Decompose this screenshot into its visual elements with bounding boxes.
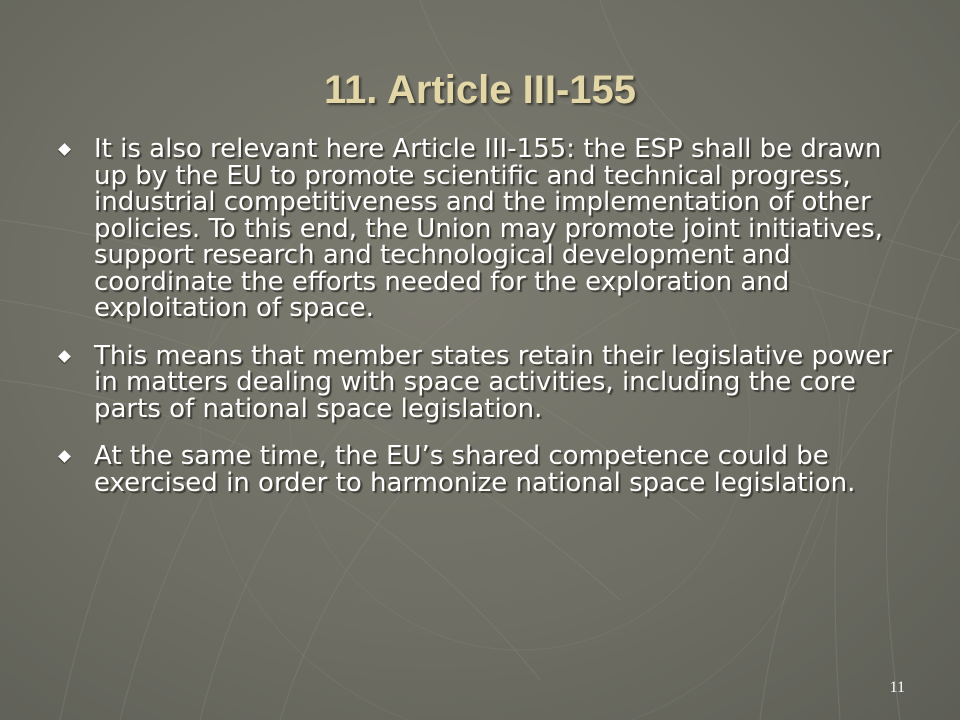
diamond-bullet-icon xyxy=(58,143,71,156)
bullet-text: At the same time, the EU’s shared competence could be exercised in order to harmonize national space legislation. xyxy=(94,441,856,498)
bullet-list xyxy=(58,136,918,517)
bullet-item xyxy=(58,136,918,322)
bullet-text: This means that member states retain their legislative power in matters dealing with space activities, including the core parts of national space legislation. xyxy=(94,340,892,424)
bullet-item xyxy=(58,340,918,424)
diamond-bullet-icon xyxy=(58,350,71,363)
page-number: 11 xyxy=(889,679,905,696)
diamond-bullet-icon xyxy=(58,450,71,463)
bullet-item xyxy=(58,443,918,496)
slide-title: 11. Article III-155 xyxy=(323,68,637,112)
bullet-text: It is also relevant here Article III-155: the ESP shall be drawn up by the EU to promote scientific and technical progress, industrial competitiveness and the implementation of other policies. To this end, the Union may promote joint initiatives, support research and technological development and coordinate the efforts needed for the exploration and exploitation of space. xyxy=(94,134,883,323)
